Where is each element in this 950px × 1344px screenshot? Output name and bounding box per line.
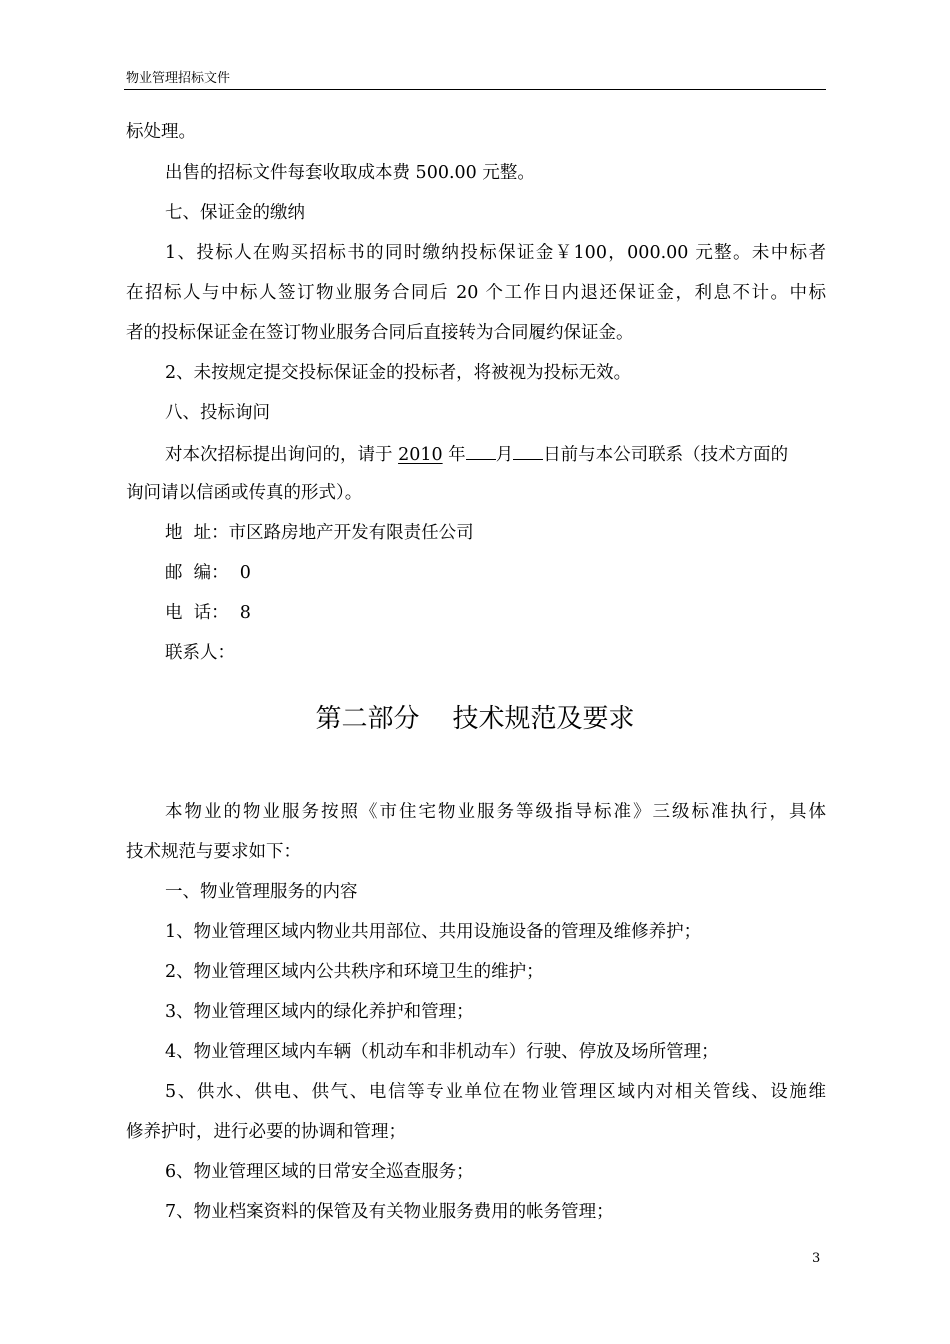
blank-day-field [513, 441, 543, 460]
inquiry-text-b: 年 [442, 445, 466, 465]
part-title: 第二部分 技术规范及要求 [315, 704, 635, 734]
paragraph-line: 出售的招标文件每套收取成本费 500.00 元整。 [165, 163, 535, 183]
paragraph-line: 在招标人与中标人签订物业服务合同后 20 个工作日内退还保证金，利息不计。中标 [126, 283, 826, 303]
list-item: 1、物业管理区域内物业共用部位、共用设施设备的管理及维修养护； [165, 922, 702, 942]
section-heading: 八、投标询问 [165, 403, 270, 423]
inquiry-year: 2010 [398, 445, 443, 465]
blank-month-field [466, 441, 496, 460]
list-item: 5、供水、供电、供气、电信等专业单位在物业管理区域内对相关管线、设施维 [165, 1082, 826, 1102]
inquiry-text-d: 日前与本公司联系（技术方面的 [543, 445, 789, 465]
paragraph-line: 2、未按规定提交投标保证金的投标者，将被视为投标无效。 [165, 363, 632, 383]
paragraph-line: 标处理。 [126, 122, 196, 142]
section-heading: 七、保证金的缴纳 [165, 203, 305, 223]
section-heading: 一、物业管理服务的内容 [165, 882, 358, 902]
list-item: 4、物业管理区域内车辆（机动车和非机动车）行驶、停放及场所管理； [165, 1042, 719, 1062]
paragraph-line: 询问请以信函或传真的形式）。 [126, 483, 363, 503]
contact-person: 联系人： [165, 643, 235, 663]
paragraph-line: 本物业的物业服务按照《市住宅物业服务等级指导标准》三级标准执行，具体 [165, 802, 826, 822]
list-item: 2、物业管理区域内公共秩序和环境卫生的维护； [165, 962, 544, 982]
paragraph-line: 技术规范与要求如下： [126, 842, 301, 862]
inquiry-deadline-line [165, 441, 788, 467]
contact-address: 地 址：市区路房地产开发有限责任公司 [165, 523, 474, 543]
paragraph-line: 1、投标人在购买招标书的同时缴纳投标保证金￥100，000.00 元整。未中标者 [165, 243, 826, 263]
inquiry-text-a: 对本次招标提出询问的，请于 [165, 445, 399, 465]
page-header [124, 70, 826, 90]
contact-phone: 电 话： 8 [165, 603, 251, 623]
list-item: 7、物业档案资料的保管及有关物业服务费用的帐务管理； [165, 1202, 614, 1222]
page-number: 3 [812, 1251, 821, 1266]
header-title: 物业管理招标文件 [126, 71, 231, 86]
contact-postcode: 邮 编： 0 [165, 563, 251, 583]
list-item: 6、物业管理区域的日常安全巡查服务； [165, 1162, 474, 1182]
list-item-continuation: 修养护时，进行必要的协调和管理； [126, 1122, 406, 1142]
paragraph-line: 者的投标保证金在签订物业服务合同后直接转为合同履约保证金。 [126, 323, 634, 343]
inquiry-text-c: 月 [495, 445, 514, 465]
list-item: 3、物业管理区域内的绿化养护和管理； [165, 1002, 474, 1022]
